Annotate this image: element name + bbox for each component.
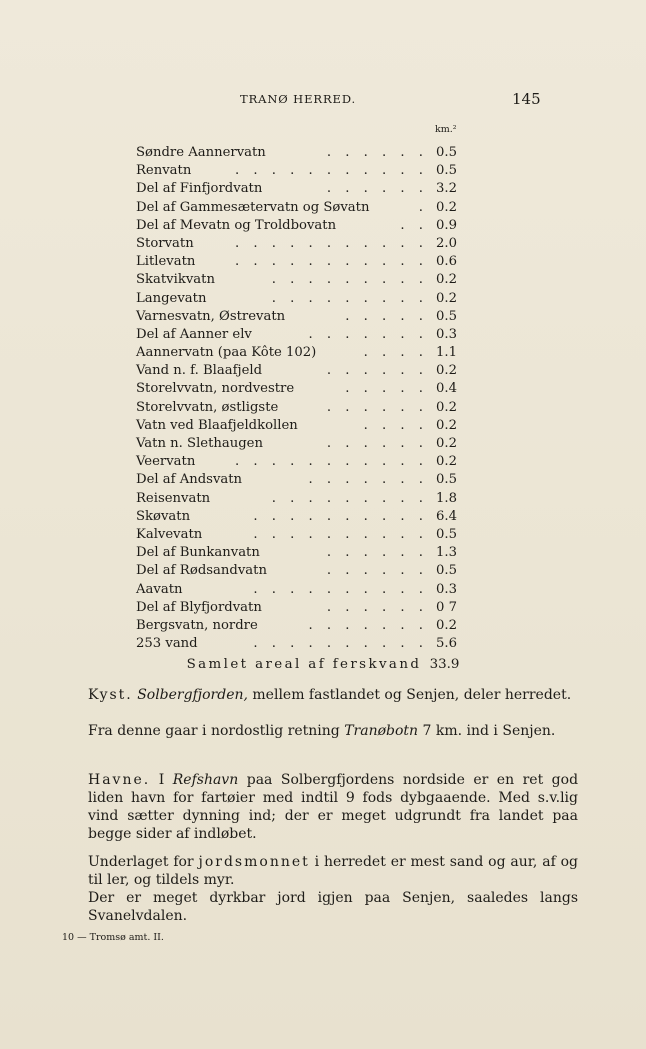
lake-row [136, 162, 458, 180]
lake-row [136, 380, 458, 398]
dot-leader: . . . . [363, 345, 428, 361]
lake-name: Søndre Aannervatn [136, 145, 266, 160]
lake-name: Storvatn [136, 235, 194, 251]
lake-row [136, 581, 458, 599]
lake-row [136, 144, 458, 162]
lake-name: Kalvevatn [136, 526, 203, 542]
kyst-text-2b: 7 km. ind i Senjen. [422, 723, 556, 739]
dot-leader: . . . . . . . . . . . [234, 235, 428, 251]
lake-row [136, 199, 458, 217]
lake-name: Aannervatn (paa Kôte 102) [136, 345, 317, 361]
lake-area: 0.4 [436, 381, 457, 397]
dot-leader: . . . . . . [326, 563, 428, 579]
lake-area: 0.2 [436, 199, 457, 215]
lake-area: 0.5 [436, 526, 457, 542]
lake-name: Del af Aanner elv [136, 326, 252, 342]
dot-leader: . . . . . . . . . . [253, 526, 428, 542]
lake-area: 0.5 [436, 145, 457, 160]
dot-leader: . . . . . . . . . . [253, 581, 428, 597]
lake-row [136, 635, 458, 653]
dot-leader: . . . . . . [326, 399, 428, 415]
havne-heading: Havne. [88, 772, 151, 788]
lake-name: Del af Finfjordvatn [136, 181, 263, 197]
dot-leader: . . [400, 217, 428, 233]
lake-area: 3.2 [436, 181, 457, 197]
lake-row [136, 362, 458, 380]
lake-area: 0.5 [436, 472, 457, 488]
dot-leader: . . . . . . . . . . [253, 636, 428, 652]
underlaget-paragraph [52, 853, 578, 889]
dot-leader: . . . . . . [326, 545, 428, 561]
lake-name: Del af Andsvatn [136, 472, 243, 488]
dot-leader: . . . . . . [326, 363, 428, 379]
lake-row [136, 544, 458, 562]
lake-name: Vatn n. Slethaugen [136, 436, 263, 451]
lake-row [136, 217, 458, 235]
havne-text-a: I [158, 772, 165, 788]
lake-name: Storelvvatn, østligste [136, 399, 279, 415]
dot-leader: . [418, 199, 428, 215]
havne-place: Refshavn [172, 772, 239, 788]
kyst-place: Solbergfjorden, [137, 687, 248, 703]
lake-area: 0.5 [436, 163, 457, 179]
lake-area: 1.3 [436, 545, 457, 561]
lake-row [136, 526, 458, 544]
lake-name: Bergsvatn, nordre [136, 617, 258, 633]
lake-row [136, 508, 458, 526]
lake-area: 0.2 [436, 436, 457, 451]
dot-leader: . . . . . . [326, 145, 428, 160]
lake-name: Aavatn [136, 581, 183, 597]
dot-leader: . . . . . . . [308, 617, 428, 633]
lake-name: Vatn ved Blaafjeldkollen [136, 417, 298, 433]
dot-leader: . . . . . . . . . . . [234, 163, 428, 179]
running-head [0, 92, 646, 108]
dot-leader: . . . . . . . . . . . [234, 454, 428, 470]
lake-row [136, 344, 458, 362]
lake-row [136, 180, 458, 198]
lake-area: 1.8 [436, 490, 457, 506]
lake-row [136, 326, 458, 344]
lake-name: Renvatn [136, 163, 192, 179]
total-label: Samlet areal af ferskvand [186, 657, 422, 672]
dot-leader: . . . . . . . . . [271, 272, 428, 288]
lake-area: 2.0 [436, 235, 457, 251]
havne-text-b: paa Solbergfjordens nordside er en ret god liden havn for fartøier med indtil 9 fods dybgaaende. Med s.v.lig vind sætter dynning ind; der er meget udgrundt fra landet paa begge sider af indløbet. [88, 772, 579, 842]
lake-area: 0.2 [436, 454, 457, 470]
lake-row [136, 399, 458, 417]
dot-leader: . . . . . . [326, 436, 428, 451]
lake-row [136, 471, 458, 489]
kyst-place-2: Tranøbotn [344, 723, 419, 739]
underlaget-text-a: Underlaget for [88, 854, 194, 870]
dot-leader: . . . . . . . [308, 326, 428, 342]
lake-area: 0.3 [436, 581, 457, 597]
dot-leader: . . . . . . [326, 599, 428, 615]
lake-row [136, 417, 458, 435]
dot-leader: . . . . . . [326, 181, 428, 197]
kyst-heading: Kyst. [88, 687, 133, 703]
lake-area: 0.5 [436, 308, 457, 324]
lake-row [136, 599, 458, 617]
havne-paragraph [52, 771, 578, 843]
lake-name: Del af Rødsandvatn [136, 563, 267, 579]
lake-area: 1.1 [436, 345, 457, 361]
total-value: 33.9 [429, 657, 460, 672]
lake-name: Del af Mevatn og Troldbovatn [136, 217, 337, 233]
lake-area: 0.2 [436, 290, 457, 306]
lake-name: Veervatn [136, 454, 196, 470]
lake-name: Langevatn [136, 290, 207, 306]
lake-name: Storelvvatn, nordvestre [136, 381, 295, 397]
dot-leader: . . . . . [345, 381, 428, 397]
lake-row [136, 235, 458, 253]
dot-leader: . . . . . . . . . . [253, 508, 428, 524]
lake-row [136, 453, 458, 471]
lake-name: Del af Gammesætervatn og Søvatn [136, 199, 370, 215]
kyst-text-2a: Fra denne gaar i nordostlig retning [88, 723, 340, 739]
lake-area: 0.2 [436, 363, 457, 379]
lake-area: 6.4 [436, 508, 457, 524]
lake-row [136, 435, 458, 453]
dot-leader: . . . . . . . [308, 472, 428, 488]
lake-name: Varnesvatn, Østrevatn [136, 308, 286, 324]
lake-area: 0.3 [436, 326, 457, 342]
lake-name: 253 vand [136, 636, 198, 652]
lake-name: Vand n. f. Blaafjeld [136, 363, 263, 379]
lake-area: 0.2 [436, 272, 457, 288]
lake-row [136, 490, 458, 508]
lake-table [136, 144, 458, 653]
lake-area: 0.9 [436, 217, 457, 233]
lake-name: Reisenvatn [136, 490, 211, 506]
lake-area: 0.5 [436, 563, 457, 579]
underlaget-paragraph-2 [52, 889, 578, 925]
lake-area: 0.2 [436, 399, 457, 415]
dot-leader: . . . . . [345, 308, 428, 324]
unit-label: km.² [435, 124, 457, 135]
lake-name: Del af Blyfjordvatn [136, 599, 262, 615]
lake-row [136, 562, 458, 580]
lake-area: 0.6 [436, 254, 457, 270]
kyst-paragraph [52, 686, 578, 704]
lake-row [136, 308, 458, 326]
dot-leader: . . . . . . . . . [271, 290, 428, 306]
lake-area: 5.6 [436, 636, 457, 652]
underlaget-term: jordsmonnet [198, 854, 310, 870]
lake-name: Skøvatn [136, 508, 191, 524]
lake-row [136, 271, 458, 289]
underlaget-text-2: Der er meget dyrkbar jord igjen paa Senjen, saaledes langs Svanelvdalen. [88, 890, 578, 924]
kyst-paragraph-2 [52, 722, 578, 740]
underlaget-text-b: i herredet er mest sand og aur, af og til ler, og tildels myr. [88, 854, 579, 888]
total-line [0, 657, 646, 672]
lake-row [136, 617, 458, 635]
dot-leader: . . . . . . . . . . . [234, 254, 428, 270]
lake-name: Skatvikvatn [136, 272, 215, 288]
kyst-text-1: mellem fastlandet og Senjen, deler herredet. [252, 687, 572, 703]
lake-name: Litlevatn [136, 254, 196, 270]
dot-leader: . . . . [363, 417, 428, 433]
lake-name: Del af Bunkanvatn [136, 545, 260, 561]
dot-leader: . . . . . . . . . [271, 490, 428, 506]
lake-row [136, 253, 458, 271]
lake-area: 0.2 [436, 417, 457, 433]
page-number: 145 [512, 90, 541, 108]
lake-area: 0.2 [436, 617, 457, 633]
running-title: TRANØ HERRED. [240, 92, 357, 106]
lake-area: 0 7 [436, 599, 457, 615]
lake-row [136, 290, 458, 308]
footer-signature: 10 — Tromsø amt. II. [62, 932, 164, 943]
